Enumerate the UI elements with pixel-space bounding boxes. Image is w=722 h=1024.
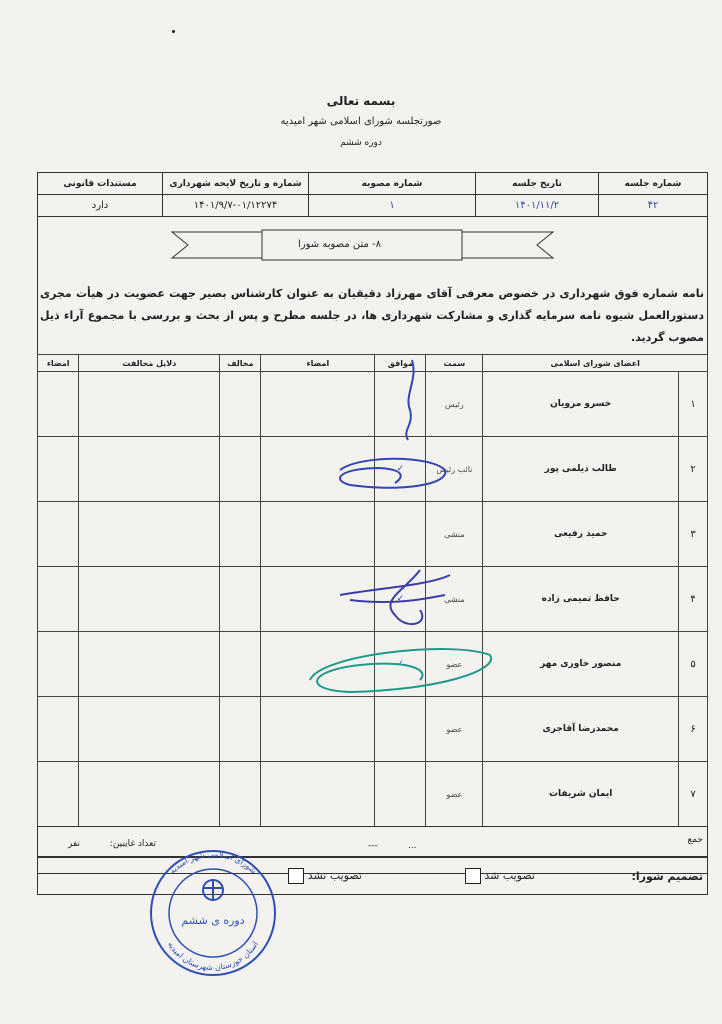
session-date-value: ۱۴۰۱/۱۱/۲ bbox=[476, 195, 599, 217]
decision-label: تصمیم شورا: bbox=[631, 870, 703, 883]
member-name: حافظ تمیمی زاده bbox=[483, 567, 679, 632]
member-signature bbox=[261, 762, 375, 827]
member-name: حمید رفیعی bbox=[483, 502, 679, 567]
member-reasons bbox=[79, 372, 220, 437]
member-row bbox=[38, 372, 708, 437]
signature2-header: امضاء bbox=[38, 355, 79, 372]
resolution-number-value: ۱ bbox=[309, 195, 476, 217]
member-agree: ✓ bbox=[375, 632, 426, 697]
member-index: ۱ bbox=[679, 372, 708, 437]
member-name: محمدرضا آقاجری bbox=[483, 697, 679, 762]
member-row bbox=[38, 502, 708, 567]
member-signature2 bbox=[38, 372, 79, 437]
disagree-header: مخالف bbox=[220, 355, 261, 372]
member-position: منشی bbox=[426, 502, 483, 567]
stray-dot bbox=[172, 30, 175, 33]
approved-label: تصویب شد bbox=[484, 869, 535, 882]
seal-top-text: شورای اسلامی شهر امیدیه bbox=[167, 849, 259, 876]
header-title: صورتجلسه شورای اسلامی شهر امیدیه bbox=[280, 116, 442, 127]
member-signature bbox=[261, 567, 375, 632]
member-signature2 bbox=[38, 697, 79, 762]
member-reasons bbox=[79, 437, 220, 502]
approved-option[interactable] bbox=[461, 868, 535, 884]
member-agree: ✓ bbox=[375, 567, 426, 632]
member-signature2 bbox=[38, 762, 79, 827]
member-agree bbox=[375, 502, 426, 567]
member-position: نائب رئیس bbox=[426, 437, 483, 502]
session-date-header: تاریخ جلسه bbox=[476, 173, 599, 195]
member-reasons bbox=[79, 762, 220, 827]
decision-row bbox=[37, 857, 708, 895]
member-position: عضو bbox=[426, 697, 483, 762]
member-row bbox=[38, 762, 708, 827]
info-header-row bbox=[38, 173, 708, 195]
rejected-option[interactable] bbox=[284, 868, 362, 884]
member-row bbox=[38, 632, 708, 697]
member-signature bbox=[261, 502, 375, 567]
members-header: اعضای شورای اسلامی bbox=[483, 355, 708, 372]
bill-number-date-header: شماره و تاریخ لایحه شهرداری bbox=[163, 173, 309, 195]
member-signature bbox=[261, 372, 375, 437]
member-signature2 bbox=[38, 567, 79, 632]
member-position: رئیس bbox=[426, 372, 483, 437]
header-basmala: بسمه تعالی bbox=[326, 94, 396, 108]
member-name: خسرو مرویان bbox=[483, 372, 679, 437]
section-title: ۸- متن مصوبه شورا bbox=[298, 239, 381, 250]
rejected-label: تصویب نشد bbox=[307, 869, 362, 882]
summary-dash: --- bbox=[368, 841, 378, 851]
session-number-value: ۴۲ bbox=[599, 195, 708, 217]
member-signature bbox=[261, 632, 375, 697]
member-reasons bbox=[79, 632, 220, 697]
reasons-header: دلایل مخالفت bbox=[79, 355, 220, 372]
member-reasons bbox=[79, 697, 220, 762]
council-seal bbox=[143, 848, 283, 978]
member-name: طالب دیلمی پور bbox=[483, 437, 679, 502]
absent-unit: نفر bbox=[68, 839, 81, 849]
seal-center-text: دوره ی ششم bbox=[181, 914, 245, 927]
resolution-text: نامه شماره فوق شهرداری در خصوص معرفی آقای مهرزاد دقیقیان به عنوان کارشناس بصیر جهت عضویت در هیأت مجری دستورالعمل شیوه نامه سرمایه گذاری و مشارکت شهرداری ها، در جلسه مطرح و پس از بحث و بررسی با مجموع آراء ذیل مصوب گردید. bbox=[40, 287, 704, 344]
summary-dash: ... bbox=[408, 841, 417, 851]
member-agree: ✓ bbox=[375, 437, 426, 502]
member-index: ۳ bbox=[679, 502, 708, 567]
member-disagree bbox=[220, 762, 261, 827]
header-term: دوره ششم bbox=[340, 138, 382, 148]
member-index: ۶ bbox=[679, 697, 708, 762]
position-header: سمت bbox=[426, 355, 483, 372]
seal-bottom-text: استان خوزستان شهرستان امیدیه bbox=[165, 939, 261, 973]
member-disagree bbox=[220, 437, 261, 502]
summary-label: جمع bbox=[687, 835, 703, 845]
member-index: ۲ bbox=[679, 437, 708, 502]
member-disagree bbox=[220, 567, 261, 632]
member-position: منشی bbox=[426, 567, 483, 632]
signature-header: امضاء bbox=[261, 355, 375, 372]
member-position: عضو bbox=[426, 762, 483, 827]
member-reasons bbox=[79, 502, 220, 567]
legal-docs-value: دارد bbox=[38, 195, 163, 217]
member-name: منصور خاوری مهر bbox=[483, 632, 679, 697]
members-table bbox=[37, 354, 708, 827]
member-signature2 bbox=[38, 502, 79, 567]
summary-row bbox=[37, 826, 708, 857]
member-disagree bbox=[220, 632, 261, 697]
legal-docs-header: مستندات قانونی bbox=[38, 173, 163, 195]
agree-header: موافق bbox=[375, 355, 426, 372]
absent-label: تعداد غایبین: bbox=[109, 839, 156, 849]
svg-text:استان خوزستان شهرستان امیدیه bbox=[166, 940, 260, 972]
member-row bbox=[38, 437, 708, 502]
session-number-header: شماره جلسه bbox=[599, 173, 708, 195]
member-signature bbox=[261, 697, 375, 762]
member-index: ۷ bbox=[679, 762, 708, 827]
resolution-number-header: شماره مصوبه bbox=[309, 173, 476, 195]
member-agree bbox=[375, 762, 426, 827]
member-position: عضو bbox=[426, 632, 483, 697]
member-index: ۴ bbox=[679, 567, 708, 632]
info-table bbox=[37, 172, 708, 217]
member-agree bbox=[375, 697, 426, 762]
member-signature bbox=[261, 437, 375, 502]
member-index: ۵ bbox=[679, 632, 708, 697]
member-signature2 bbox=[38, 437, 79, 502]
member-name: ایمان شریفات bbox=[483, 762, 679, 827]
member-disagree bbox=[220, 372, 261, 437]
member-agree bbox=[375, 372, 426, 437]
member-disagree bbox=[220, 697, 261, 762]
member-row bbox=[38, 567, 708, 632]
member-disagree bbox=[220, 502, 261, 567]
approved-checkbox[interactable] bbox=[465, 868, 481, 884]
member-row bbox=[38, 697, 708, 762]
members-header-row bbox=[38, 355, 708, 372]
svg-text:شورای اسلامی شهر امیدیه bbox=[168, 850, 259, 876]
member-reasons bbox=[79, 567, 220, 632]
rejected-checkbox[interactable] bbox=[288, 868, 304, 884]
member-signature2 bbox=[38, 632, 79, 697]
info-value-row bbox=[38, 195, 708, 217]
bill-number-date-value: ۱۴۰۱/۹/۷-۰۱/۱۲۲۷۴ bbox=[163, 195, 309, 217]
